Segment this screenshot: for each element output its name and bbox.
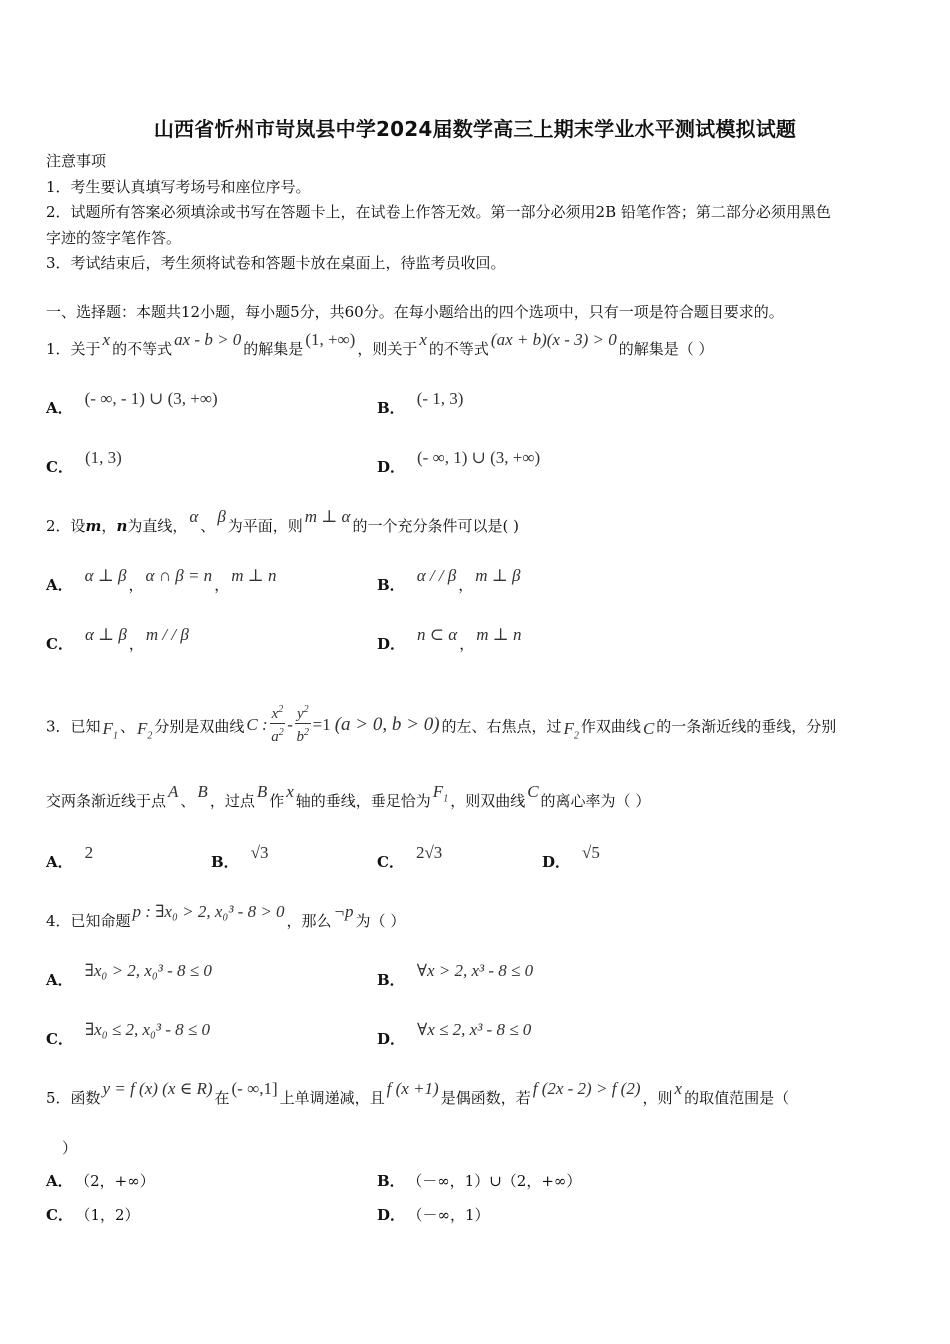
q2-math: m ⊥ α (304, 507, 351, 526)
q3-math (135, 718, 154, 741)
option-math: α / / β (416, 566, 457, 585)
option-text: （1，2） (82, 1206, 140, 1224)
notice-item: 字迹的签字笔作答。 (46, 229, 182, 247)
option-label: A． (46, 399, 73, 417)
question-2 (46, 507, 519, 536)
q1-math: x (419, 330, 427, 349)
option-math: α ⊥ β (84, 625, 127, 644)
q3-math: A (168, 782, 179, 801)
q1-text: 1．关于 (46, 340, 101, 358)
q5-text: 的取值范围是（ (684, 1089, 790, 1107)
option-label: D． (377, 635, 406, 653)
q3-math (101, 718, 120, 741)
option-label: B． (377, 1172, 405, 1190)
q3-math: x (286, 782, 294, 801)
option-math: m / / β (145, 625, 189, 644)
q3-fraction-x (270, 701, 286, 746)
option-label: A． (46, 971, 73, 989)
q3-text: 轴的垂线，垂足恰为 (295, 792, 431, 810)
option-math: m ⊥ β (475, 566, 521, 585)
q4-math: p : ∃x₀ > 2, x₀³ - 8 > 0 (132, 902, 285, 921)
q3-focus: F (102, 718, 113, 738)
option-text: （－∞，1）∪（2，+∞） (414, 1172, 582, 1190)
q3-math: C (527, 782, 539, 801)
q3-eq: =1 (312, 714, 331, 734)
option-label: B． (211, 853, 239, 871)
q3-option-c[interactable] (377, 843, 444, 872)
notice-item: 2．试题所有答案必须填涂或书写在答题卡上，在试卷上作答无效。第一部分必须用2B 铅笔作答；第二部分必须用黑色 (46, 203, 831, 221)
option-sep: ， (214, 576, 230, 594)
q3-text: 交两条渐近线于点 (46, 792, 167, 810)
q3-text: 、 (119, 717, 135, 736)
option-label: B． (377, 576, 405, 594)
q3-text: 3．已知 (46, 717, 101, 736)
q1-math: ax - b > 0 (174, 330, 242, 349)
q2-text: 2．设 (46, 517, 86, 535)
q5-math: f (x +1) (386, 1079, 439, 1098)
q3-focus-sub: 2 (147, 729, 153, 741)
q3-text: ，则双曲线 (450, 792, 526, 810)
q3-text: 的离心率为（ ） (540, 792, 651, 810)
option-math: (- ∞, 1) ∪ (3, +∞) (417, 448, 541, 467)
option-math: ∀x ≤ 2, x³ - 8 ≤ 0 (417, 1020, 532, 1039)
q4-text: 为（ ） (355, 912, 406, 930)
q5-math: (- ∞,1] (231, 1079, 278, 1098)
q2-math: α (189, 507, 199, 526)
q1-math: x (102, 330, 111, 349)
q3-math (562, 718, 581, 741)
frac-var: x (271, 706, 279, 722)
q5-math: f (2x - 2) > f (2) (532, 1079, 641, 1098)
option-sep: ， (128, 635, 144, 653)
q5-math: x (674, 1079, 683, 1098)
q2-option-b[interactable] (377, 566, 523, 595)
q1-option-d[interactable] (377, 448, 542, 477)
question-4 (46, 902, 406, 931)
option-label: C． (46, 635, 73, 653)
q3-focus: F (563, 718, 574, 738)
q5-text: 在 (214, 1089, 230, 1107)
question-3-cont (46, 782, 651, 818)
q2-math: β (217, 507, 226, 526)
q3-text: 、 (180, 792, 196, 810)
option-math: 2 (84, 843, 94, 862)
option-sep: ， (128, 576, 144, 594)
q4-option-d[interactable] (377, 1020, 533, 1049)
q3-text: 的左、右焦点，过 (441, 717, 562, 736)
question-5 (46, 1079, 790, 1108)
q5-option-c[interactable] (46, 1205, 140, 1225)
option-label: D． (377, 1206, 406, 1224)
option-label: A． (46, 853, 73, 871)
option-math: α ∩ β = n (145, 566, 213, 585)
option-label: D． (377, 458, 406, 476)
frac-var: y (296, 706, 304, 722)
q1-option-a[interactable] (46, 389, 220, 418)
option-math: (- 1, 3) (416, 389, 464, 408)
option-math: ∃x₀ > 2, x₀³ - 8 ≤ 0 (84, 961, 212, 980)
q3-math: B (256, 782, 268, 801)
q4-option-a[interactable] (46, 961, 214, 990)
option-math: n ⊂ α (417, 625, 458, 644)
q2-var: n (116, 517, 128, 535)
q4-text: 4．已知命题 (46, 912, 131, 930)
q2-option-a[interactable] (46, 566, 278, 595)
q3-text: 分别是双曲线 (154, 717, 245, 736)
option-math: (1, 3) (84, 448, 122, 467)
option-label: C． (46, 458, 73, 476)
frac-num: $x^2$ (270, 701, 286, 724)
question-5-cont: ） (62, 1139, 78, 1157)
option-math: α ⊥ β (84, 566, 127, 585)
option-math: √5 (582, 843, 600, 862)
q1-text: 的解集是 (243, 340, 304, 358)
option-sep: ， (458, 576, 474, 594)
q3-option-a[interactable] (46, 843, 95, 872)
q3-math: B (197, 782, 208, 801)
q2-var: m (85, 517, 102, 535)
q5-option-a[interactable] (46, 1171, 155, 1191)
option-math: m ⊥ n (476, 625, 522, 644)
option-label: D． (542, 853, 571, 871)
option-math: √3 (250, 843, 269, 862)
q5-text: 5．函数 (46, 1089, 101, 1107)
option-label: C． (46, 1030, 73, 1048)
option-label: C． (377, 853, 404, 871)
q2-text: 、 (200, 517, 216, 535)
q3-curve: C : (246, 714, 268, 734)
option-label: A． (46, 1172, 73, 1190)
q1-text: 的解集是（ ） (618, 340, 714, 358)
q3-condition: (a > 0, b > 0) (334, 713, 440, 735)
q4-math: ¬p (333, 902, 354, 921)
frac-num: $y^2$ (295, 701, 311, 724)
q5-text: 是偶函数，若 (440, 1089, 531, 1107)
option-text: （－∞，1） (415, 1206, 490, 1224)
q5-option-b[interactable] (377, 1171, 581, 1191)
q1-option-b[interactable] (377, 389, 465, 418)
q2-text: 为平面，则 (227, 517, 303, 535)
q1-text: 的不等式 (428, 340, 489, 358)
q3-focus-sub: 1 (443, 793, 449, 805)
option-math: (- ∞, - 1) ∪ (3, +∞) (84, 389, 218, 408)
q1-text: ，则关于 (357, 340, 418, 358)
q3-option-b[interactable] (211, 843, 271, 872)
option-text: （2，+∞） (82, 1172, 155, 1190)
q1-math: (ax + b)(x - 3) > 0 (490, 330, 617, 349)
notice-item: 3．考试结束后，考生须将试卷和答题卡放在桌面上，待监考员收回。 (46, 254, 506, 272)
q2-option-d[interactable] (377, 625, 523, 654)
q4-option-c[interactable] (46, 1020, 212, 1049)
q1-math: (1, +∞) (305, 330, 356, 349)
frac-var: b (296, 729, 305, 745)
notice-item: 1．考生要认真填写考场号和座位序号。 (46, 178, 311, 196)
q3-math: C (642, 718, 655, 738)
q3-focus-sub: 1 (112, 729, 118, 741)
q5-text: 上单调递减，且 (279, 1089, 385, 1107)
q5-text: ，则 (642, 1089, 673, 1107)
q4-option-b[interactable] (377, 961, 535, 990)
option-label: D． (377, 1030, 406, 1048)
option-math: m ⊥ n (231, 566, 277, 585)
frac-den: $b^2$ (296, 727, 310, 745)
question-3 (46, 705, 836, 750)
option-label: B． (377, 399, 405, 417)
option-label: B． (377, 971, 405, 989)
q2-text: 为直线， (127, 517, 188, 535)
q3-math (431, 782, 450, 805)
q3-minus: - (287, 714, 293, 734)
q3-fraction-y (295, 701, 311, 746)
q3-focus: F (432, 782, 444, 801)
q5-math: y = f (x) (x ∈ R) (102, 1079, 213, 1098)
option-math: ∀x > 2, x³ - 8 ≤ 0 (416, 961, 534, 980)
q2-text: ， (101, 517, 117, 535)
q5-option-d[interactable] (377, 1205, 490, 1225)
q4-text: ，那么 (286, 912, 332, 930)
q3-focus: F (136, 718, 148, 738)
q3-text: ，过点 (209, 792, 255, 810)
option-label: C． (46, 1206, 73, 1224)
q3-text: 作 (269, 792, 285, 810)
page-title: 山西省忻州市岢岚县中学2024届数学高三上期末学业水平测试模拟试题 (153, 117, 797, 141)
q3-text: 的一条渐近线的垂线，分别 (656, 717, 837, 736)
q3-text: 作双曲线 (580, 717, 641, 736)
q3-focus-sub: 2 (573, 729, 579, 741)
section-heading: 一、选择题：本题共12小题，每小题5分，共60分。在每小题给出的四个选项中，只有一项是符合题目要求的。 (46, 303, 784, 321)
option-math: 2√3 (415, 843, 443, 862)
q2-option-c[interactable] (46, 625, 191, 654)
notice-heading: 注意事项 (46, 152, 107, 170)
option-sep: ， (459, 635, 475, 653)
option-math: ∃x₀ ≤ 2, x₀³ - 8 ≤ 0 (84, 1020, 211, 1039)
frac-den: $a^2$ (271, 727, 284, 745)
q2-text: 的一个充分条件可以是( ) (352, 517, 519, 535)
question-1 (46, 330, 714, 359)
q1-option-c[interactable] (46, 448, 124, 477)
q1-text: 的不等式 (112, 340, 173, 358)
q3-option-d[interactable] (542, 843, 602, 872)
option-label: A． (46, 576, 73, 594)
frac-var: a (271, 729, 279, 745)
